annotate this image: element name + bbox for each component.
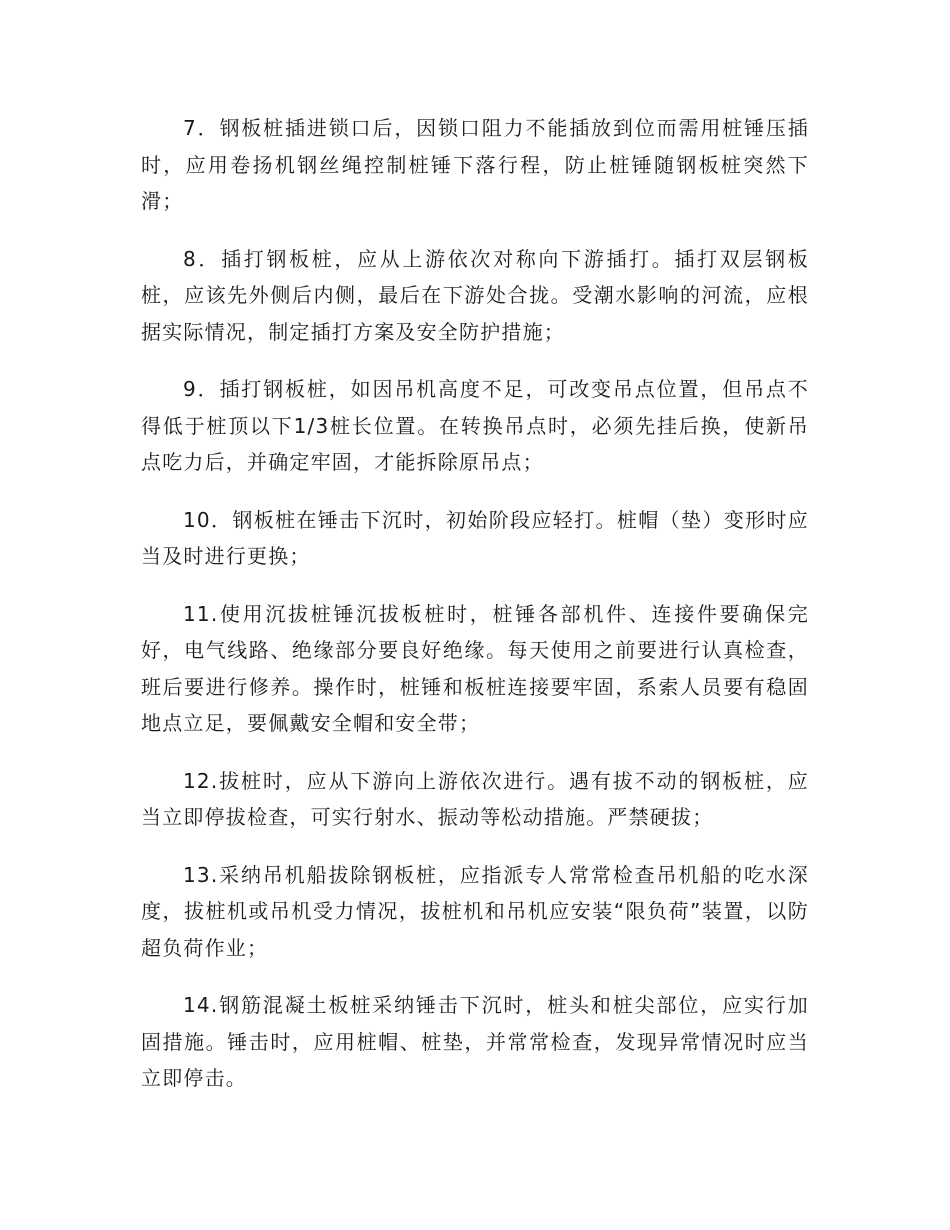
paragraph-13: 13.采纳吊机船拔除钢板桩，应指派专人常常检查吊机船的吃水深度，拔桩机或吊机受力情况，拔桩机和吊机应安装“限负荷”装置，以防超负荷作业；: [141, 862, 809, 960]
paragraph-11: 11.使用沉拔桩锤沉拔板桩时，桩锤各部机件、连接件要确保完好，电气线路、绝缘部分要良好绝缘。每天使用之前要进行认真检查，班后要进行修养。操作时，桩锤和板桩连接要牢固，系索人员要有稳固地点立足，要佩戴安全帽和安全带；: [141, 601, 809, 735]
paragraph-14: 14.钢筋混凝土板桩采纳锤击下沉时，桩头和桩尖部位，应实行加固措施。锤击时，应用桩帽、桩垫，并常常检查，发现异常情况时应当立即停击。: [141, 993, 809, 1090]
paragraph-12: 12.拔桩时，应从下游向上游依次进行。遇有拔不动的钢板桩，应当立即停拔检查，可实行射水、振动等松动措施。严禁硬拔；: [141, 768, 809, 829]
paragraph-9: 9．插打钢板桩，如因吊机高度不足，可改变吊点位置，但吊点不得低于桩顶以下1/3桩长位置。在转换吊点时，必须先挂后换，使新吊点吃力后，并确定牢固，才能拆除原吊点；: [141, 377, 809, 474]
document-body: [141, 110, 809, 1118]
paragraph-10: 10．钢板桩在锤击下沉时，初始阶段应轻打。桩帽（垫）变形时应当及时进行更换；: [141, 507, 809, 568]
paragraph-8: 8．插打钢板桩，应从上游依次对称向下游插打。插打双层钢板桩，应该先外侧后内侧，最后在下游处合拢。受潮水影响的河流，应根据实际情况，制定插打方案及安全防护措施；: [141, 246, 809, 344]
paragraph-7: 7．钢板桩插进锁口后，因锁口阻力不能插放到位而需用桩锤压插时，应用卷扬机钢丝绳控制桩锤下落行程，防止桩锤随钢板桩突然下滑；: [141, 116, 809, 213]
